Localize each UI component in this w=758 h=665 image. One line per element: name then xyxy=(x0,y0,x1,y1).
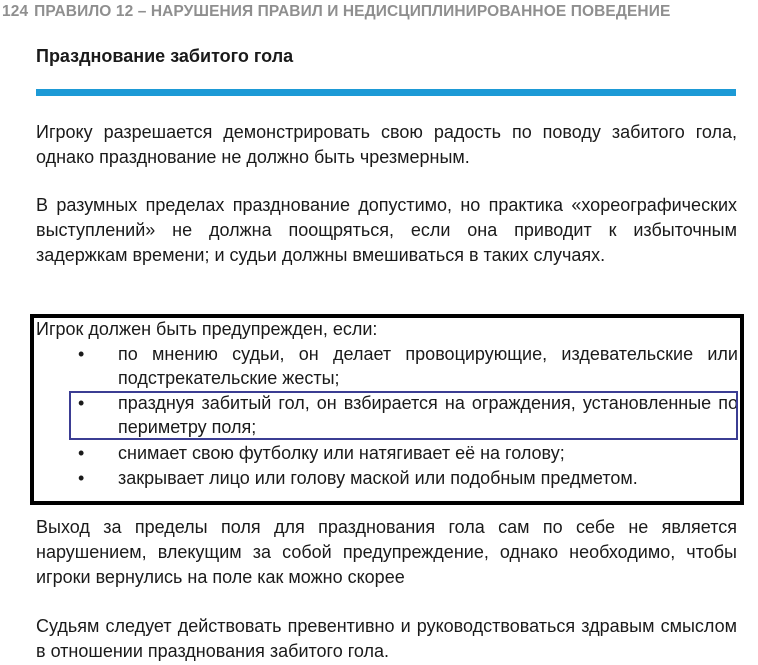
section-divider xyxy=(36,89,736,96)
paragraph-4: Судьям следует действовать превентивно и руководствоваться здравым смыслом в отношении празднования забитого гола. xyxy=(36,616,737,661)
bullet-icon: • xyxy=(78,443,85,463)
section-title: Празднование забитого гола xyxy=(36,46,294,66)
list-item-text: по мнению судьи, он делает провоцирующие, издевательские или подстрекательские жесты; xyxy=(118,344,738,388)
paragraph-1: Игроку разрешается демонстрировать свою радость по поводу забитого гола, однако празднование не должно быть чрезмерным. xyxy=(36,122,737,167)
list-item xyxy=(36,342,738,391)
list-item-text: закрывает лицо или голову маской или подобным предметом. xyxy=(118,468,638,488)
paragraph-2: В разумных пределах празднование допустимо, но практика «хореографических выступлений» не должна поощряться, если она приводит к избыточным задержкам времени; и судьи должны вмешиваться в таких случаях. xyxy=(36,195,737,265)
page-number: 124 xyxy=(2,3,29,20)
header-title: ПРАВИЛО 12 – НАРУШЕНИЯ ПРАВИЛ И НЕДИСЦИПЛИНИРОВАННОЕ ПОВЕДЕНИЕ xyxy=(34,3,671,20)
bullet-icon: • xyxy=(78,344,85,364)
list-item xyxy=(36,466,738,490)
list-item xyxy=(36,441,738,466)
paragraph-3: Выход за пределы поля для празднования гола сам по себе не является нарушением, влекущим за собой предупреждение, однако необходимо, чтобы игроки вернулись на поле как можно скорее xyxy=(36,517,737,587)
running-header xyxy=(2,3,756,21)
list-item-text: празднуя забитый гол, он взбирается на ограждения, установленные по периметру поля; xyxy=(118,393,738,437)
bullet-icon: • xyxy=(78,468,85,488)
highlight-frame xyxy=(69,391,738,440)
bullet-icon: • xyxy=(78,393,85,413)
caution-lead: Игрок должен быть предупрежден, если: xyxy=(36,319,378,339)
list-item-text: снимает свою футболку или натягивает её на голову; xyxy=(118,443,565,463)
